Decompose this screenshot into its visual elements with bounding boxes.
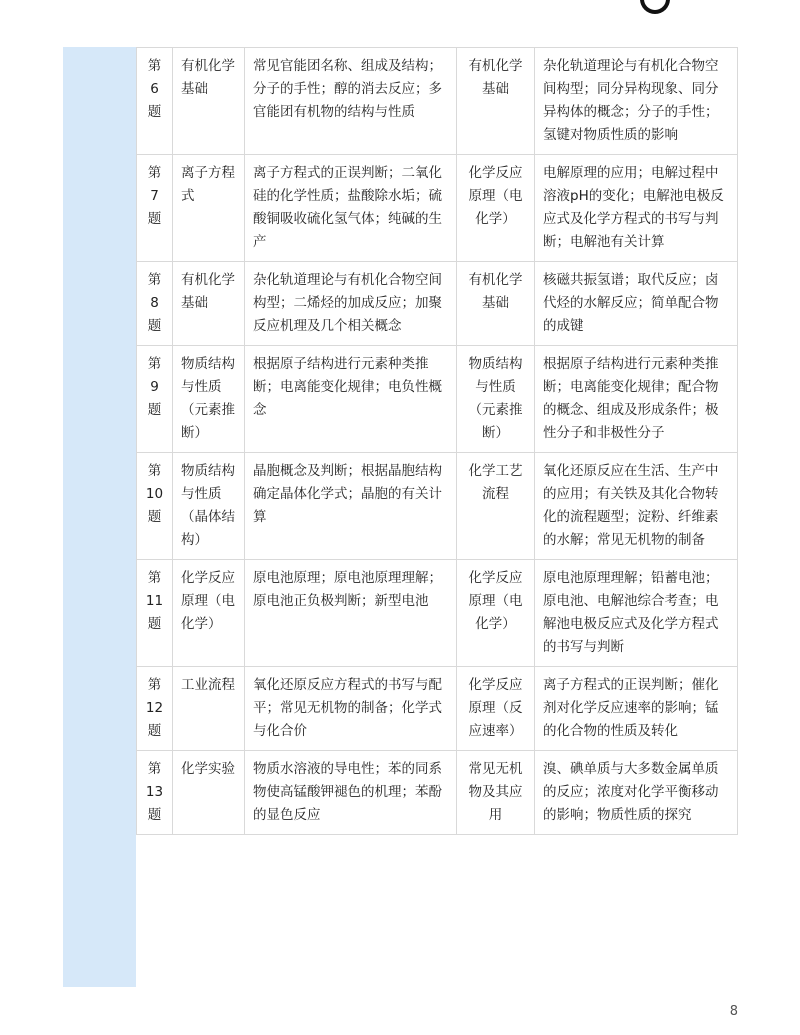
related-module-cell: 化学反应原理（反应速率） bbox=[457, 667, 535, 751]
question-number-part: 第 bbox=[147, 165, 162, 181]
question-number-part: 题 bbox=[147, 807, 162, 823]
question-number-cell bbox=[137, 751, 173, 835]
question-number-part: 13 bbox=[145, 784, 164, 800]
question-number-cell bbox=[137, 48, 173, 155]
header-fragment-glyph bbox=[640, 0, 670, 14]
related-module-cell: 化学反应原理（电化学） bbox=[457, 560, 535, 667]
knowledge-points-cell: 氧化还原反应方程式的书写与配平；常见无机物的制备；化学式与化合价 bbox=[245, 667, 457, 751]
related-points-cell: 电解原理的应用；电解过程中溶液pH的变化；电解池电极反应式及化学方程式的书写与判断；电解池有关计算 bbox=[535, 155, 738, 262]
page-number: 8 bbox=[729, 1004, 738, 1019]
table-row bbox=[137, 155, 738, 262]
topic-cell: 化学反应原理（电化学） bbox=[173, 560, 245, 667]
table-row bbox=[137, 667, 738, 751]
question-number-cell bbox=[137, 155, 173, 262]
related-points-cell: 溴、碘单质与大多数金属单质的反应；浓度对化学平衡移动的影响；物质性质的探究 bbox=[535, 751, 738, 835]
table-row bbox=[137, 48, 738, 155]
related-module-cell: 物质结构与性质（元素推断） bbox=[457, 346, 535, 453]
question-number-cell bbox=[137, 262, 173, 346]
question-number-part: 第 bbox=[147, 356, 162, 372]
related-module-cell: 有机化学基础 bbox=[457, 48, 535, 155]
question-number-part: 第 bbox=[147, 272, 162, 288]
related-points-cell: 离子方程式的正误判断；催化剂对化学反应速率的影响；锰的化合物的性质及转化 bbox=[535, 667, 738, 751]
table-row bbox=[137, 346, 738, 453]
related-points-cell: 根据原子结构进行元素种类推断；电离能变化规律；配合物的概念、组成及形成条件；极性分子和非极性分子 bbox=[535, 346, 738, 453]
topic-cell: 离子方程式 bbox=[173, 155, 245, 262]
question-number-part: 题 bbox=[147, 318, 162, 334]
question-number-part: 8 bbox=[150, 295, 159, 311]
question-number-part: 6 bbox=[150, 81, 159, 97]
table-row bbox=[137, 751, 738, 835]
question-number-part: 第 bbox=[147, 677, 162, 693]
question-number-part: 题 bbox=[147, 211, 162, 227]
table-body bbox=[137, 48, 738, 835]
question-number-part: 题 bbox=[147, 104, 162, 120]
related-points-cell: 氧化还原反应在生活、生产中的应用；有关铁及其化合物转化的流程题型；淀粉、纤维素的水解；常见无机物的制备 bbox=[535, 453, 738, 560]
question-number-cell bbox=[137, 346, 173, 453]
table-row bbox=[137, 560, 738, 667]
related-points-cell: 核磁共振氢谱；取代反应；卤代烃的水解反应；简单配合物的成键 bbox=[535, 262, 738, 346]
knowledge-points-cell: 物质水溶液的导电性；苯的同系物使高锰酸钾褪色的机理；苯酚的显色反应 bbox=[245, 751, 457, 835]
table-row bbox=[137, 453, 738, 560]
question-number-part: 12 bbox=[145, 700, 164, 716]
exam-analysis-table bbox=[136, 47, 738, 835]
question-number-part: 题 bbox=[147, 616, 162, 632]
table-row bbox=[137, 262, 738, 346]
question-number-part: 第 bbox=[147, 463, 162, 479]
knowledge-points-cell: 杂化轨道理论与有机化合物空间构型；二烯烃的加成反应；加聚反应机理及几个相关概念 bbox=[245, 262, 457, 346]
question-number-part: 11 bbox=[145, 593, 164, 609]
question-number-part: 10 bbox=[145, 486, 164, 502]
question-number-part: 第 bbox=[147, 570, 162, 586]
question-number-part: 题 bbox=[147, 402, 162, 418]
left-accent-bar bbox=[63, 47, 136, 987]
knowledge-points-cell: 根据原子结构进行元素种类推断；电离能变化规律；电负性概念 bbox=[245, 346, 457, 453]
question-number-part: 7 bbox=[150, 188, 159, 204]
related-module-cell: 化学反应原理（电化学） bbox=[457, 155, 535, 262]
question-number-cell bbox=[137, 560, 173, 667]
question-number-part: 第 bbox=[147, 761, 162, 777]
related-points-cell: 杂化轨道理论与有机化合物空间构型；同分异构现象、同分异构体的概念；分子的手性；氢键对物质性质的影响 bbox=[535, 48, 738, 155]
related-module-cell: 有机化学基础 bbox=[457, 262, 535, 346]
question-number-part: 9 bbox=[150, 379, 159, 395]
topic-cell: 工业流程 bbox=[173, 667, 245, 751]
knowledge-points-cell: 常见官能团名称、组成及结构；分子的手性；醇的消去反应；多官能团有机物的结构与性质 bbox=[245, 48, 457, 155]
knowledge-points-cell: 晶胞概念及判断；根据晶胞结构确定晶体化学式；晶胞的有关计算 bbox=[245, 453, 457, 560]
topic-cell: 有机化学基础 bbox=[173, 262, 245, 346]
topic-cell: 有机化学基础 bbox=[173, 48, 245, 155]
related-points-cell: 原电池原理理解；铅蓄电池；原电池、电解池综合考查；电解池电极反应式及化学方程式的书写与判断 bbox=[535, 560, 738, 667]
question-number-part: 题 bbox=[147, 509, 162, 525]
knowledge-points-cell: 离子方程式的正误判断；二氧化硅的化学性质；盐酸除水垢；硫酸铜吸收硫化氢气体；纯碱的生产 bbox=[245, 155, 457, 262]
topic-cell: 物质结构与性质（元素推断） bbox=[173, 346, 245, 453]
related-module-cell: 化学工艺流程 bbox=[457, 453, 535, 560]
knowledge-points-cell: 原电池原理；原电池原理理解；原电池正负极判断；新型电池 bbox=[245, 560, 457, 667]
topic-cell: 物质结构与性质（晶体结构） bbox=[173, 453, 245, 560]
question-number-part: 题 bbox=[147, 723, 162, 739]
related-module-cell: 常见无机物及其应用 bbox=[457, 751, 535, 835]
topic-cell: 化学实验 bbox=[173, 751, 245, 835]
question-number-part: 第 bbox=[147, 58, 162, 74]
question-number-cell bbox=[137, 453, 173, 560]
question-number-cell bbox=[137, 667, 173, 751]
